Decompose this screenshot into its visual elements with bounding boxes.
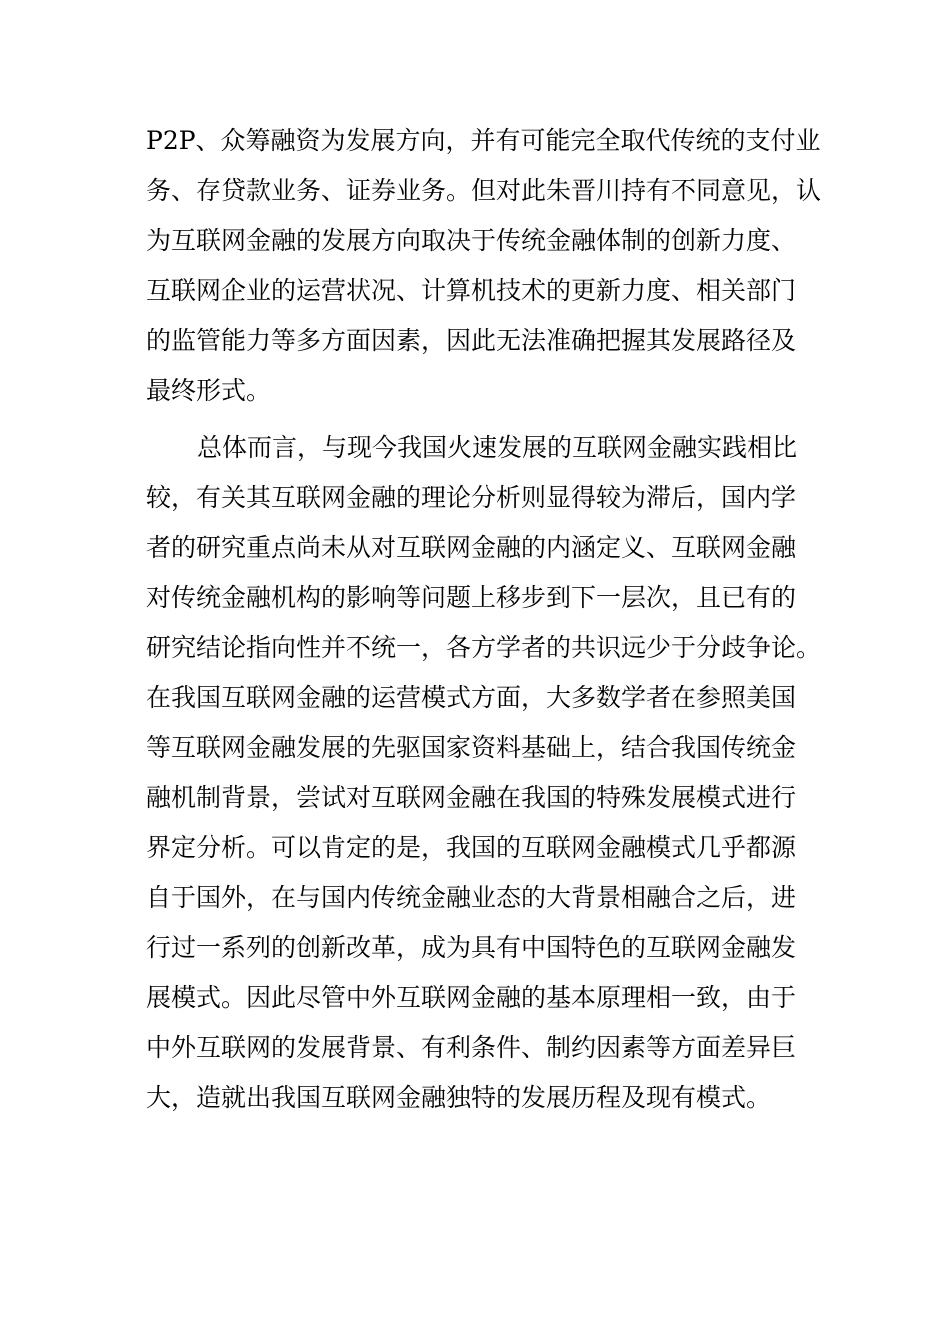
paragraph-2-line: 在我国互联网金融的运营模式方面，大多数学者在参照美国: [146, 683, 797, 712]
paragraph-2-line: 对传统金融机构的影响等问题上移步到下一层次，且已有的: [146, 583, 797, 612]
paragraph-1-line: 的监管能力等多方面因素，因此无法准确把握其发展路径及: [146, 326, 797, 355]
paragraph-1-line: 务、存贷款业务、证券业务。但对此朱晋川持有不同意见，认: [146, 176, 822, 205]
paragraph-2-line: 融机制背景，尝试对互联网金融在我国的特殊发展模式进行: [146, 783, 797, 812]
paragraph-2-line: 展模式。因此尽管中外互联网金融的基本原理相一致，由于: [146, 983, 797, 1012]
paragraph-1-line: 为互联网金融的发展方向取决于传统金融体制的创新力度、: [146, 226, 797, 255]
paragraph-2-line: 等互联网金融发展的先驱国家资料基础上，结合我国传统金: [146, 733, 797, 762]
paragraph-2-line: 大，造就出我国互联网金融独特的发展历程及现有模式。: [146, 1083, 772, 1112]
paragraph-1-line: 互联网企业的运营状况、计算机技术的更新力度、相关部门: [146, 276, 797, 305]
paragraph-2-line: 总体而言，与现今我国火速发展的互联网金融实践相比: [197, 433, 798, 462]
paragraph-2-line: 中外互联网的发展背景、有利条件、制约因素等方面差异巨: [146, 1033, 797, 1062]
paragraph-1-line: P2P、众筹融资为发展方向，并有可能完全取代传统的支付业: [146, 126, 821, 155]
paragraph-1-line: 最终形式。: [146, 376, 272, 405]
paragraph-2-line: 自于国外，在与国内传统金融业态的大背景相融合之后，进: [146, 883, 797, 912]
paragraph-2-line: 较，有关其互联网金融的理论分析则显得较为滞后，国内学: [146, 483, 797, 512]
paragraph-2-line: 界定分析。可以肯定的是，我国的互联网金融模式几乎都源: [146, 833, 797, 862]
paragraph-2-line: 研究结论指向性并不统一，各方学者的共识远少于分歧争论。: [146, 633, 822, 662]
paragraph-2-line: 者的研究重点尚未从对互联网金融的内涵定义、互联网金融: [146, 533, 797, 562]
paragraph-2-line: 行过一系列的创新改革，成为具有中国特色的互联网金融发: [146, 933, 797, 962]
